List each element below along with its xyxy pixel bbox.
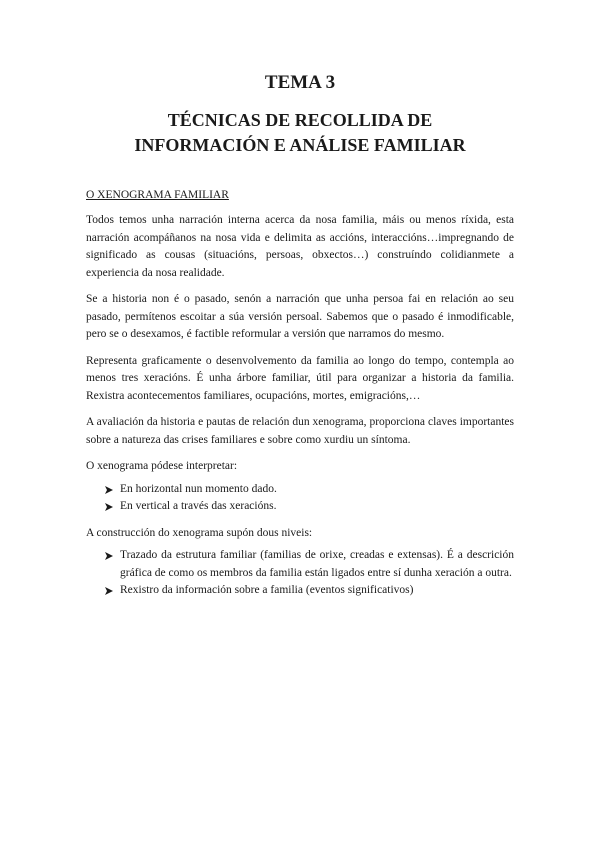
interpret-list [86,481,514,516]
paragraph-3: Representa graficamente o desenvolvemento da familia ao longo do tempo, contempla ao menos tres xeracións. É unha árbore familiar, útil para organizar a historia da familia. Rexistra acontecementos familiares, ocupacións, mortes, emigracións,… [86,354,514,402]
section-heading: O XENOGRAMA FAMILIAR [86,189,229,201]
list-item-text: En horizontal nun momento dado. [120,482,277,495]
document-title: TEMA 3 [264,72,336,93]
list-item-text: Trazado da estrutura familiar (familias de orixe, creadas e extensas). É a descrición gráfica de como os membros da familia están ligados entre sí dunha xeración a outra. [120,549,514,579]
subtitle-line-2: INFORMACIÓN E ANÁLISE FAMILIAR [134,135,466,155]
subtitle-line-1: TÉCNICAS DE RECOLLIDA DE [167,110,433,130]
list-item-text: Rexistro da información sobre a familia (eventos significativos) [120,584,414,596]
document-page [86,70,514,600]
paragraph-4: A avaliación da historia e pautas de relación dun xenograma, proporciona claves importantes sobre a natureza das crises familiares e sobre como xurdiu un síntoma. [86,416,514,446]
construction-list [86,547,514,600]
arrow-bullet-icon [104,551,114,561]
list-item-text: En vertical a través das xeracións. [120,500,277,512]
document-subtitle [86,108,514,158]
arrow-bullet-icon [104,485,114,495]
list-item [104,547,514,582]
arrow-bullet-icon [104,586,114,596]
arrow-bullet-icon [104,502,114,512]
list-item [104,481,514,499]
paragraph-5: O xenograma pódese interpretar: [86,460,238,472]
list-item [104,498,514,516]
paragraph-2: Se a historia non é o pasado, senón a narración que unha persoa fai en relación ao seu pasado, permítenos escoitar a súa versión persoal. Sabemos que o pasado é inmodificable, pero se o desexamos, é factible reformular a versión que narramos do mesmo. [86,293,514,340]
paragraph-1: Todos temos unha narración interna acerca da nosa familia, máis ou menos ríxida, esta narración acompáñanos na nosa vida e delimita as accións, interaccións…impregnando de significado as cousas (situacións, persoas, obxectos…) construíndo colidianmete a experiencia da nosa realidade. [86,214,514,279]
list-item [104,582,514,600]
construction-intro: A construcción do xenograma supón dous niveis: [86,526,313,539]
